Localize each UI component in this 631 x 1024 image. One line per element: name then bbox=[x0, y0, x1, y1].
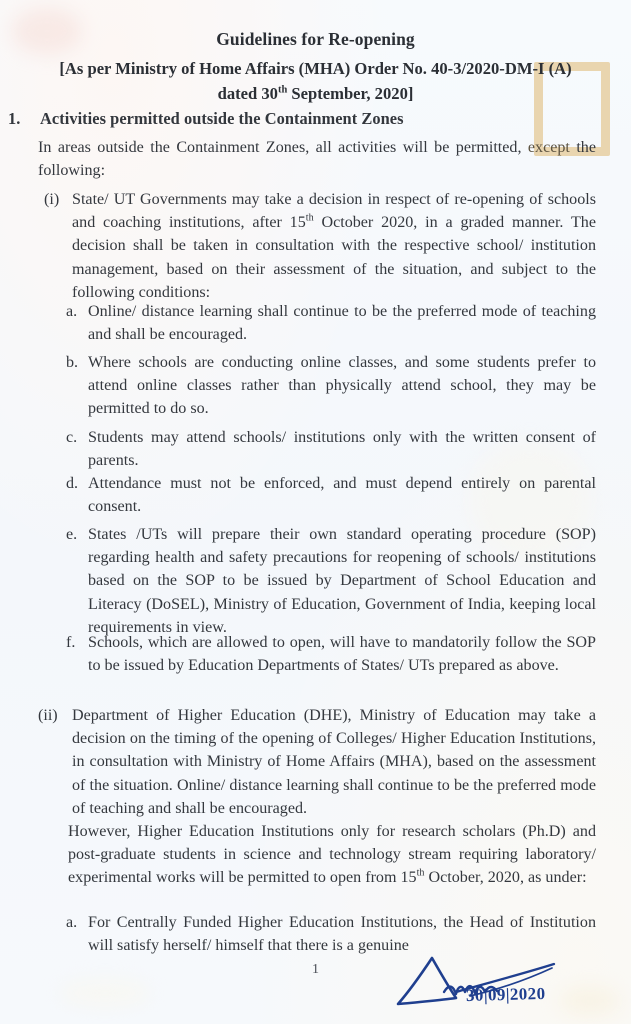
intro-text-before: In areas outside the Containment Zones, all activities will be permitted, bbox=[38, 139, 528, 156]
list-marker-f: f. bbox=[66, 634, 76, 651]
document-subtitle bbox=[0, 56, 631, 106]
subtitle-line-2 bbox=[0, 81, 631, 106]
list-marker-b: b. bbox=[66, 354, 79, 371]
list-marker-c: c. bbox=[66, 429, 78, 446]
page-number: 1 bbox=[312, 962, 319, 977]
ordinal-superscript: th bbox=[305, 212, 314, 224]
list-item-roman-ii: Department of Higher Education (DHE), Ministry of Education may take a decision on the timing of the opening of Colleges/ Higher Education Institutions, in consultation with Ministry of Home Affairs (MHA), based on the assessment of the situation. Online/ distance learning shall continue to be the preferred mode of teaching and shall be encouraged. bbox=[72, 707, 596, 817]
list-item-roman-i bbox=[72, 188, 596, 304]
section-number: 1. bbox=[8, 109, 21, 128]
list-item-d: Attendance must not be enforced, and must depend entirely on parental consent. bbox=[88, 475, 596, 516]
roman-i-text-part1: State/ UT Governments may take a decision in respect of re-opening of schools and coaching institutions, after 15 bbox=[72, 191, 596, 232]
list-item-f: Schools, which are allowed to open, will have to mandatorily follow the SOP to be issued by Education Departments of States/ UTs prepared as above. bbox=[88, 634, 596, 675]
list-marker-e: e. bbox=[66, 526, 78, 543]
subtitle-line-1: [As per Ministry of Home Affairs (MHA) Order No. 40-3/2020-DM-I (A) bbox=[59, 59, 572, 78]
intro-highlight-word: except bbox=[527, 139, 570, 156]
list-marker-roman-ii: (ii) bbox=[38, 707, 58, 724]
however-paragraph bbox=[68, 820, 596, 890]
list-item-e: States /UTs will prepare their own standard operating procedure (SOP) regarding health and safety precautions for reopening of schools/ institutions based on the SOP to be issued by Department of School Education and Literacy (DoSEL), Ministry of Education, Government of India, keeping local requirements in view. bbox=[88, 526, 596, 636]
list-marker-d: d. bbox=[66, 475, 79, 492]
list-marker-a: a. bbox=[66, 303, 78, 320]
signature-date: 30|09|2020 bbox=[465, 983, 546, 1006]
intro-paragraph bbox=[38, 136, 596, 182]
ordinal-superscript: th bbox=[277, 84, 288, 96]
page-title: Guidelines for Re-opening bbox=[216, 29, 415, 49]
however-text-part2: October, 2020, as under: bbox=[424, 869, 587, 887]
scan-artifact bbox=[60, 980, 150, 1006]
list-item-b: Where schools are conducting online classes, and some students prefer to attend online classes rather than physically attend school, they may be permitted to do so. bbox=[88, 354, 596, 418]
subtitle-date-prefix: dated 30 bbox=[217, 84, 278, 103]
intro-text-after: the following: bbox=[38, 139, 596, 180]
list-item-a: Online/ distance learning shall continue to be the preferred mode of teaching and shall be encouraged. bbox=[88, 303, 596, 344]
list-marker-roman-i: (i) bbox=[44, 191, 60, 208]
list-marker-a-second: a. bbox=[66, 914, 78, 931]
list-item-a-second: For Centrally Funded Higher Education Institutions, the Head of Institution will satisfy herself/ himself that there is a genuine bbox=[88, 914, 596, 955]
section-heading: Activities permitted outside the Containment Zones bbox=[40, 109, 404, 128]
ordinal-superscript: th bbox=[416, 868, 425, 880]
however-text-part1: However, Higher Education Institutions only for research scholars (Ph.D) and post-graduate students in science and technology stream requiring laboratory/ experimental works will be permitted to open from 15 bbox=[68, 823, 596, 887]
subtitle-date-suffix: September, 2020] bbox=[287, 84, 414, 103]
list-item-c: Students may attend schools/ institutions only with the written consent of parents. bbox=[88, 429, 596, 470]
roman-i-text-part2: October 2020, in a graded manner. The decision shall be taken in consultation with the respective school/ institution management, based on their assessment of the situation, and subject to the following conditions: bbox=[72, 214, 596, 301]
